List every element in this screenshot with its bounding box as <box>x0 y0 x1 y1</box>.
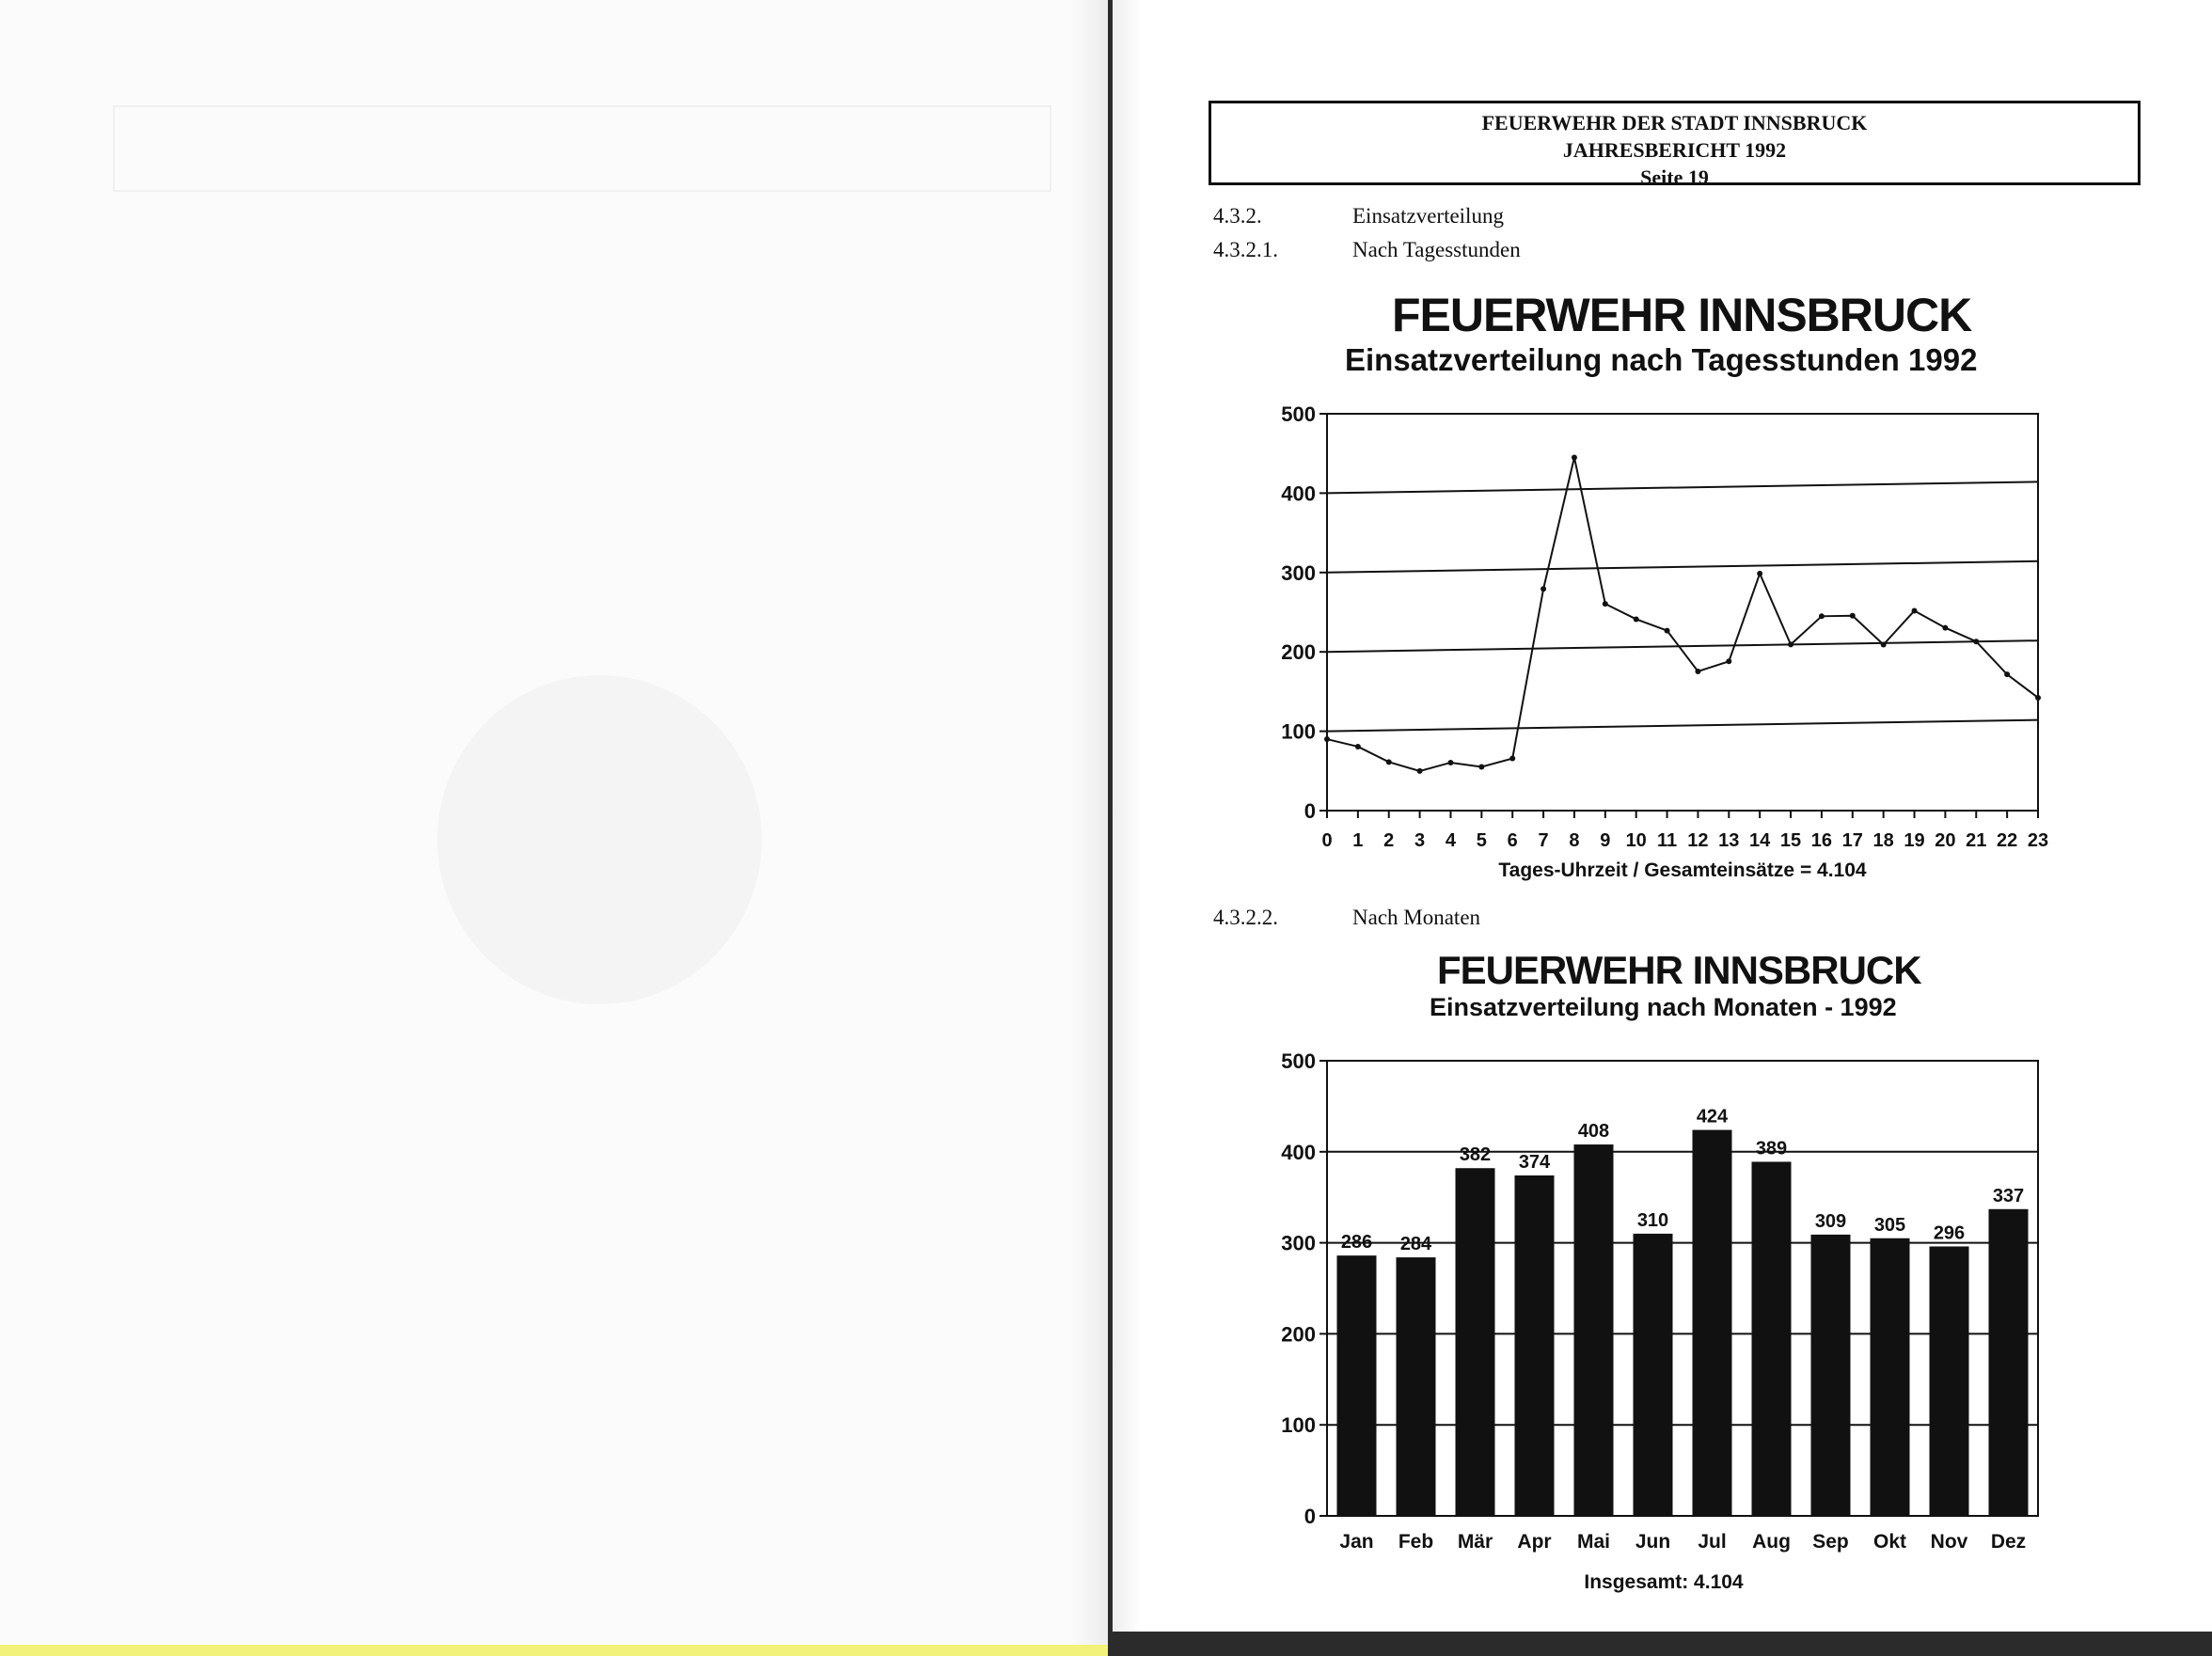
bar-value-label: 374 <box>1518 1151 1551 1173</box>
x-tick-label: 6 <box>1507 830 1518 851</box>
chart2-title: FEUERWEHR INNSBRUCK <box>1437 948 1921 992</box>
x-tick-label: 17 <box>1841 830 1863 851</box>
x-tick-label: 19 <box>1904 830 1925 851</box>
x-tick-label: 4 <box>1445 830 1457 851</box>
x-tick-label: 18 <box>1872 830 1894 851</box>
data-point <box>1447 760 1453 765</box>
x-tick-label: 22 <box>1997 830 2018 851</box>
data-point <box>1942 625 1948 631</box>
bar <box>1871 1238 1910 1516</box>
bar-value-label: 305 <box>1873 1214 1906 1236</box>
data-point <box>1788 641 1793 647</box>
data-point <box>1509 756 1515 762</box>
x-tick-label: 23 <box>2027 830 2049 851</box>
bar-value-label: 389 <box>1755 1138 1788 1159</box>
data-point <box>1819 613 1825 619</box>
bar-value-label: 284 <box>1399 1234 1432 1255</box>
x-tick-label: 0 <box>1321 830 1333 851</box>
header-line-report: JAHRESBERICHT 1992 <box>1562 138 1787 162</box>
hourly-line-chart <box>1281 402 2048 881</box>
x-tick-label: 13 <box>1718 830 1740 851</box>
data-point <box>1540 586 1546 591</box>
header-line-org: FEUERWEHR DER STADT INNSBRUCK <box>1481 111 1868 134</box>
y-tick-label: 0 <box>1304 1505 1316 1528</box>
y-tick-label: 400 <box>1281 1140 1316 1164</box>
y-tick-label: 500 <box>1281 1049 1316 1073</box>
plot-frame <box>1327 414 2038 811</box>
bar-value-label: 310 <box>1636 1209 1669 1231</box>
x-tick-label: 15 <box>1779 830 1802 851</box>
data-point <box>1603 601 1608 607</box>
x-tick-label: Mai <box>1576 1531 1611 1553</box>
x-tick-label: Okt <box>1872 1531 1907 1553</box>
monthly-bar-chart <box>1281 1049 2038 1593</box>
data-point <box>2035 695 2041 701</box>
bar-value-label: 424 <box>1696 1106 1729 1128</box>
x-tick-label: Jan <box>1339 1531 1374 1553</box>
y-tick-label: 300 <box>1281 560 1316 585</box>
bar <box>1337 1255 1377 1516</box>
data-point <box>1324 736 1330 742</box>
section-title: Nach Tagesstunden <box>1352 238 1521 261</box>
x-tick-label: Nov <box>1930 1531 1968 1553</box>
x-axis-label: Insgesamt: 4.104 <box>1584 1571 1744 1593</box>
x-tick-label: Jun <box>1635 1531 1671 1553</box>
bar <box>1811 1235 1851 1516</box>
x-tick-label: 12 <box>1687 830 1709 851</box>
gridline <box>1327 720 2038 732</box>
x-tick-label: 11 <box>1656 830 1678 851</box>
bar <box>1989 1209 2029 1516</box>
x-tick-label: Sep <box>1812 1531 1849 1553</box>
data-point <box>1881 641 1887 647</box>
x-tick-label: 21 <box>1966 830 1987 851</box>
bar-value-label: 337 <box>1992 1185 2025 1207</box>
x-tick-label: 9 <box>1600 830 1611 851</box>
bar <box>1634 1234 1673 1516</box>
x-tick-label: 3 <box>1414 830 1426 851</box>
section-number: 4.3.2. <box>1213 204 1262 228</box>
section-number: 4.3.2.1. <box>1213 238 1278 261</box>
x-tick-label: Aug <box>1752 1531 1791 1553</box>
chart2-subtitle: Einsatzverteilung nach Monaten - 1992 <box>1430 993 1897 1021</box>
data-point <box>1757 571 1762 576</box>
data-point <box>1386 759 1392 765</box>
x-tick-label: Feb <box>1398 1531 1434 1553</box>
x-tick-label: 2 <box>1383 830 1395 851</box>
data-point <box>1572 454 1577 460</box>
data-point <box>2004 671 2010 677</box>
data-point <box>1634 616 1639 622</box>
data-point <box>1973 639 1979 644</box>
y-tick-label: 0 <box>1304 799 1316 823</box>
bar <box>1930 1246 1969 1516</box>
x-tick-label: 7 <box>1538 830 1549 851</box>
y-tick-label: 500 <box>1281 402 1316 426</box>
x-tick-label: Mär <box>1457 1531 1493 1553</box>
series-line <box>1327 457 2038 770</box>
gridline <box>1327 561 2038 573</box>
x-tick-label: 14 <box>1749 830 1771 851</box>
y-tick-label: 100 <box>1281 719 1316 744</box>
y-tick-label: 200 <box>1281 1322 1316 1347</box>
data-point <box>1417 768 1423 774</box>
x-axis-label: Tages-Uhrzeit / Gesamteinsätze = 4.104 <box>1498 860 1867 881</box>
y-tick-label: 300 <box>1281 1231 1316 1255</box>
bar <box>1456 1168 1495 1516</box>
data-point <box>1726 658 1731 664</box>
section-number: 4.3.2.2. <box>1213 906 1278 929</box>
chart1-subtitle: Einsatzverteilung nach Tagesstunden 1992 <box>1345 342 1978 377</box>
data-point <box>1850 613 1856 619</box>
x-tick-label: 20 <box>1935 830 1956 851</box>
section-title: Nach Monaten <box>1352 906 1481 929</box>
x-tick-label: Jul <box>1698 1531 1727 1553</box>
x-tick-label: 8 <box>1569 830 1580 851</box>
bar <box>1397 1257 1436 1516</box>
bar-value-label: 382 <box>1459 1144 1492 1166</box>
x-tick-label: Dez <box>1990 1531 2027 1553</box>
chart1-title: FEUERWEHR INNSBRUCK <box>1392 289 1972 341</box>
data-point <box>1355 744 1361 749</box>
y-tick-label: 200 <box>1281 640 1316 665</box>
x-tick-label: 16 <box>1810 830 1833 851</box>
gridline <box>1327 481 2038 493</box>
bar <box>1752 1161 1792 1516</box>
header-line-page: Seite 19 <box>1640 166 1709 189</box>
data-point <box>1665 628 1670 634</box>
bar-value-label: 296 <box>1933 1222 1966 1244</box>
bar <box>1693 1130 1732 1516</box>
y-tick-label: 400 <box>1281 481 1316 506</box>
bar-value-label: 408 <box>1577 1121 1610 1143</box>
x-tick-label: Apr <box>1517 1531 1552 1553</box>
x-tick-label: 5 <box>1476 830 1487 851</box>
data-point <box>1695 669 1700 674</box>
bar <box>1515 1175 1555 1516</box>
bar <box>1574 1144 1614 1516</box>
x-tick-label: 1 <box>1352 830 1364 851</box>
section-title: Einsatzverteilung <box>1352 204 1504 228</box>
data-point <box>1478 765 1484 770</box>
data-point <box>1912 608 1918 614</box>
x-tick-label: 10 <box>1625 830 1647 851</box>
bar-value-label: 286 <box>1340 1232 1373 1254</box>
y-tick-label: 100 <box>1281 1413 1316 1438</box>
bar-value-label: 309 <box>1814 1210 1847 1232</box>
